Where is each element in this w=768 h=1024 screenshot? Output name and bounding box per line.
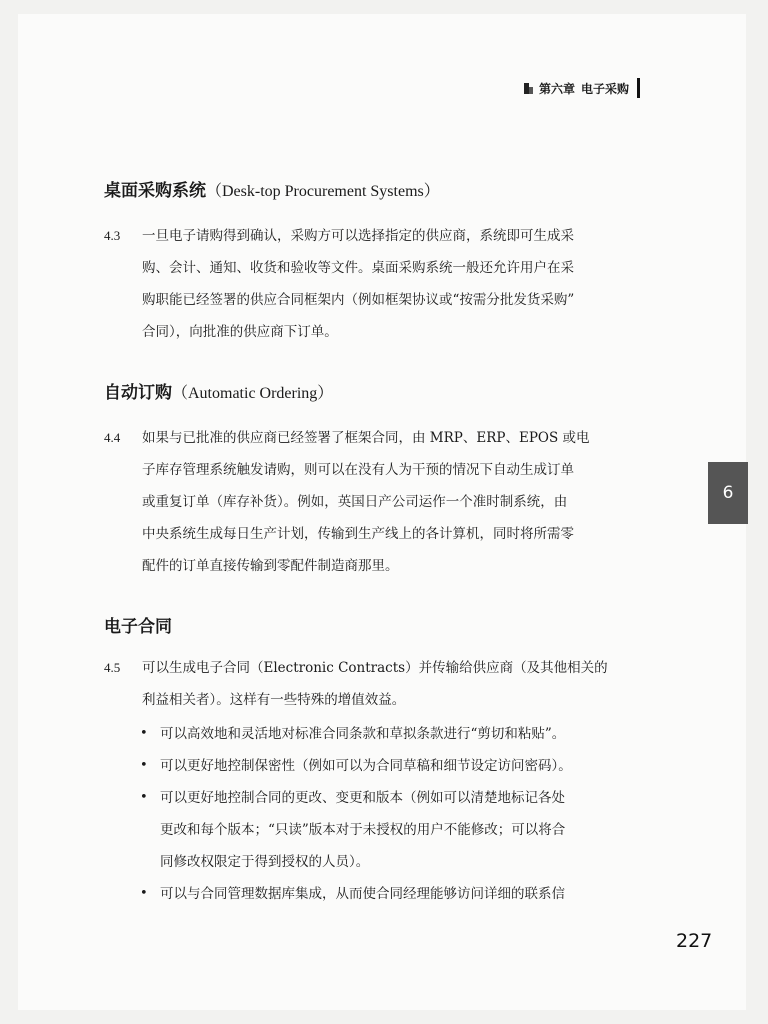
- bullet-marker: •: [140, 886, 148, 901]
- page-number: 227: [676, 930, 713, 952]
- bullet-line: 可以更好地控制保密性（例如可以为合同草稿和细节设定访问密码）。: [160, 758, 572, 774]
- bullet-line: 可以更好地控制合同的更改、变更和版本（例如可以清楚地标记各处: [160, 790, 565, 806]
- chapter-tab: 6: [708, 462, 748, 524]
- heading-zh: 桌面采购系统: [104, 181, 206, 201]
- bullet-marker: •: [140, 758, 148, 773]
- header-chapter: 第六章: [538, 81, 575, 96]
- paragraph-line: 如果与已批准的供应商已经签署了框架合同，由 MRP、ERP、EPOS 或电: [142, 430, 590, 446]
- section-heading: [104, 176, 440, 201]
- paragraph-line: 利益相关者）。这样有一些特殊的增值效益。: [142, 692, 406, 708]
- paragraph-line: 配件的订单直接传输到零配件制造商那里。: [142, 558, 399, 574]
- paragraph-line: 或重复订单（库存补货）。例如，英国日产公司运作一个准时制系统，由: [142, 494, 568, 510]
- bullet-line: 同修改权限定于得到授权的人员）。: [160, 854, 370, 870]
- running-header: [524, 78, 640, 98]
- paragraph-line: 合同），向批准的供应商下订单。: [142, 324, 338, 340]
- bullet-list: [140, 726, 640, 918]
- bullet-item: [140, 726, 640, 758]
- bullet-item: [140, 758, 640, 790]
- bullet-line: 可以高效地和灵活地对标准合同条款和草拟条款进行“剪切和粘贴”。: [160, 726, 566, 742]
- heading-en: （Desk-top Procurement Systems）: [206, 183, 440, 200]
- paragraph-line: 购、会计、通知、收货和验收等文件。桌面采购系统一般还允许用户在采: [142, 260, 574, 276]
- bullet-marker: •: [140, 726, 148, 741]
- header-title: 电子采购: [580, 81, 629, 96]
- bullet-item: [140, 886, 640, 918]
- paragraph-number: 4.4: [104, 430, 121, 445]
- section-heading: [104, 612, 172, 637]
- heading-en: （Automatic Ordering）: [172, 385, 334, 402]
- section-heading: [104, 378, 333, 403]
- paragraph-line: 可以生成电子合同（Electronic Contracts）并传输给供应商（及其他相关的: [142, 660, 608, 676]
- paragraph-line: 购职能已经签署的供应合同框架内（例如框架协议或“按需分批发货采购”: [142, 292, 575, 308]
- paragraph-number: 4.5: [104, 660, 121, 675]
- chapter-marker-icon: [524, 83, 533, 94]
- heading-zh: 自动订购: [104, 383, 172, 403]
- header-divider: [637, 78, 640, 98]
- bullet-marker: •: [140, 790, 148, 805]
- paragraph-line: 中央系统生成每日生产计划，传输到生产线上的各计算机，同时将所需零: [142, 526, 574, 542]
- heading-zh: 电子合同: [104, 617, 172, 637]
- bullet-line: 可以与合同管理数据库集成，从而使合同经理能够访问详细的联系信: [160, 886, 565, 902]
- bullet-line: 更改和每个版本；“只读”版本对于未授权的用户不能修改；可以将合: [160, 822, 566, 838]
- bullet-item: [140, 790, 640, 886]
- paragraph-line: 子库存管理系统触发请购，则可以在没有人为干预的情况下自动生成订单: [142, 462, 574, 478]
- paragraph-number: 4.3: [104, 228, 121, 243]
- paragraph-line: 一旦电子请购得到确认，采购方可以选择指定的供应商，系统即可生成采: [142, 228, 574, 244]
